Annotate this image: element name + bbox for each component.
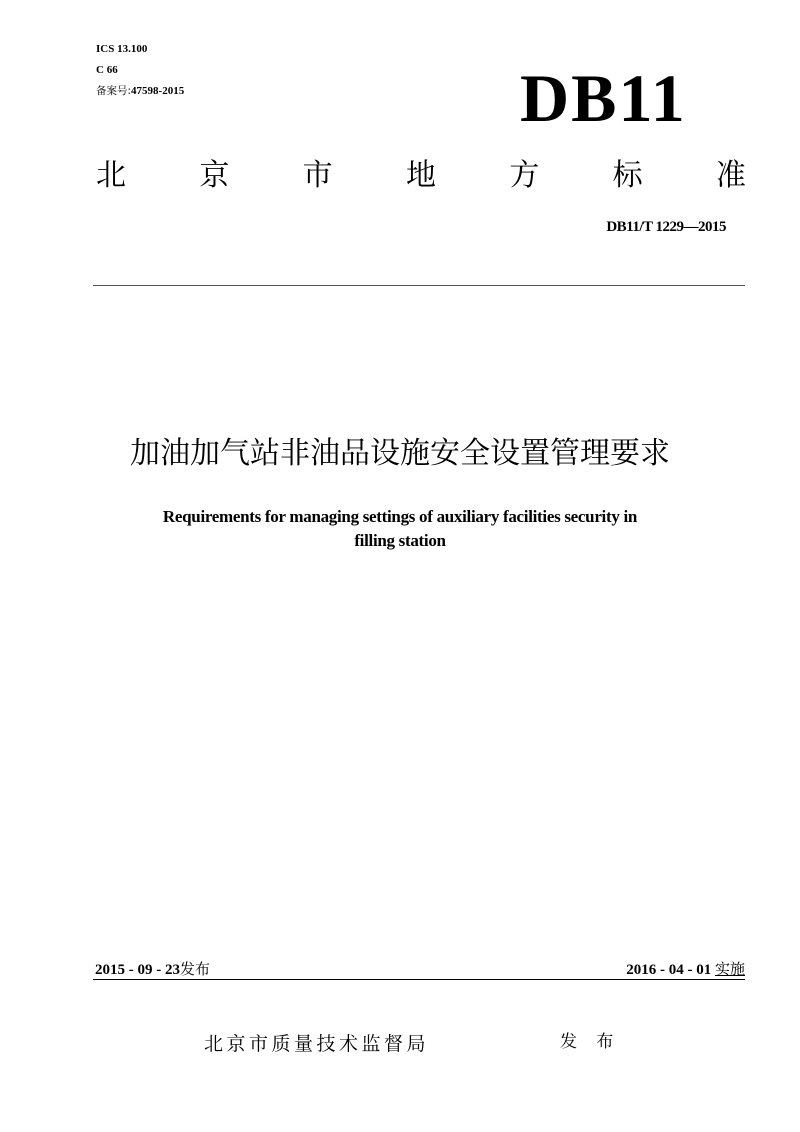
- document-title-english: [60, 505, 740, 553]
- publisher-action: 发 布: [560, 1032, 621, 1052]
- implement-date-label: 实施: [714, 960, 745, 978]
- implement-date-value: 2016 - 04 - 01: [626, 962, 712, 978]
- publish-date-label: 发布: [180, 960, 211, 978]
- local-standard-char: 地: [405, 158, 436, 193]
- implement-date: [520, 958, 745, 981]
- local-standard-char: 准: [715, 158, 746, 193]
- publisher-name: 北京市质量技术监督局: [204, 1033, 430, 1055]
- local-standard-char: 方: [509, 158, 540, 193]
- publish-date-value: 2015 - 09 - 23: [95, 962, 180, 978]
- local-standard-char: 北: [96, 158, 126, 193]
- english-title-line-1: Requirements for managing settings of auxiliary facilities security in: [162, 507, 638, 526]
- record-number-line: [96, 84, 184, 98]
- local-standard-char: 标: [612, 158, 643, 193]
- publish-date: [95, 958, 210, 981]
- local-standard-char: 京: [199, 158, 230, 193]
- record-number: 47598-2015: [131, 85, 185, 97]
- local-standard-char: 市: [302, 158, 333, 193]
- top-divider: [93, 285, 745, 286]
- ccs-code: C 66: [96, 64, 118, 76]
- standard-number: DB11/T 1229—2015: [606, 219, 726, 235]
- ics-code: ICS 13.100: [96, 43, 148, 55]
- record-label: 备案号:: [96, 85, 132, 97]
- local-standard-heading: [96, 156, 746, 196]
- english-title-line-2: filling station: [354, 531, 446, 550]
- bottom-divider: [93, 979, 745, 980]
- document-title-chinese: 加油加气站非油品设施安全设置管理要求: [130, 436, 670, 471]
- standard-code: DB11: [520, 60, 687, 136]
